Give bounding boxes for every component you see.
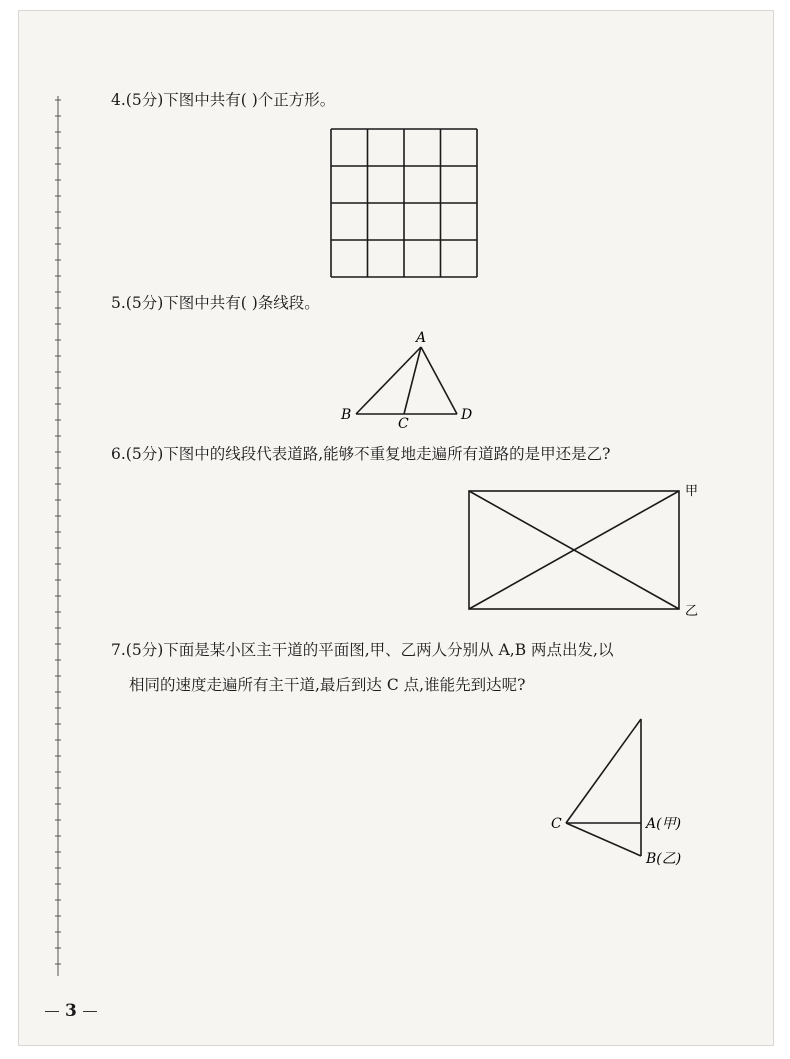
main-road-figure [544,711,724,871]
question-6-text: 6.(5分)下图中的线段代表道路,能够不重复地走遍所有道路的是甲还是乙? [111,445,611,463]
label-b: B [341,407,352,423]
triangle-figure [329,329,479,429]
question-7-line-1: 7.(5分)下面是某小区主干道的平面图,甲、乙两人分别从 A,B 两点出发,以 [111,641,614,659]
label-c: C [398,416,409,429]
page-number-dash-right [83,1011,97,1012]
question-4-text: 4.(5分)下图中共有( )个正方形。 [111,91,336,109]
road-hypotenuse [566,719,641,823]
workbook-page [18,10,774,1046]
label-b-yi: B(乙) [646,851,682,867]
label-c-point: C [551,816,562,832]
label-a-jia: A(甲) [646,816,682,832]
question-7-line-2: 相同的速度走遍所有主干道,最后到达 C 点,谁能先到达呢? [129,676,526,694]
label-jia: 甲 [685,484,699,499]
square-grid-figure [329,127,479,279]
road-rectangle-figure [459,481,709,616]
segment-ab [356,347,421,414]
segment-ac [404,347,421,414]
label-a: A [416,330,427,346]
binding-ticks [53,96,63,976]
page-number-dash-left [45,1011,59,1012]
binding-margin [57,96,59,976]
page-number-value: 3 [65,1001,77,1021]
label-d: D [461,407,473,423]
label-yi: 乙 [685,604,699,616]
page-number [39,1001,103,1021]
question-5-text: 5.(5分)下图中共有( )条线段。 [111,294,320,312]
segment-ad [421,347,457,414]
road-cb [566,823,641,856]
